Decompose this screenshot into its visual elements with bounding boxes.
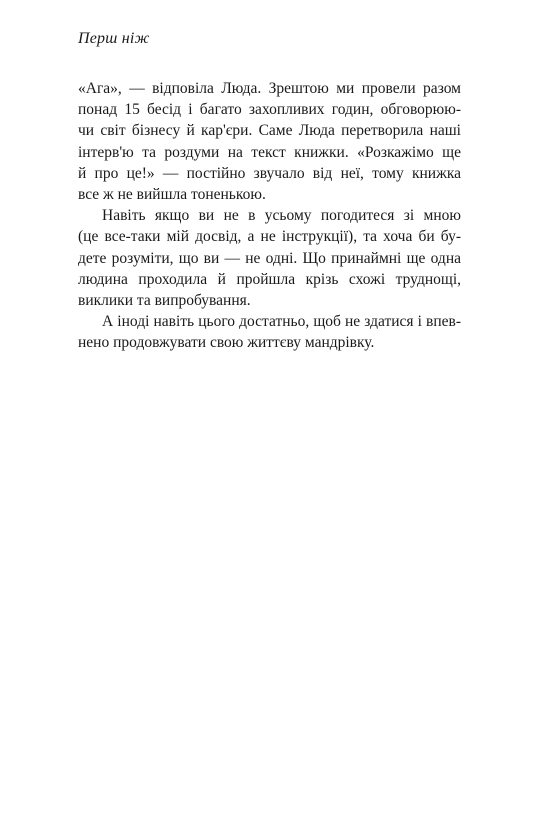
text-line: виклики та випробування. [78, 292, 251, 310]
running-head: Перш ніж [78, 30, 150, 47]
text-line: «Ага», — відповіла Люда. Зрештою ми провели разом [78, 80, 461, 97]
text-line: інтерв'ю та роздуми на текст книжки. «Розкажімо ще [78, 143, 461, 161]
paragraph [78, 78, 461, 205]
text-line: людина проходила й пройшла крізь схожі труднощі, [78, 270, 461, 288]
page-body [78, 78, 461, 354]
text-line: й про це!» — постійно звучало від неї, тому книжка [78, 164, 461, 182]
text-line: (це все-таки мій досвід, а не інструкції), та хоча би бу- [78, 228, 461, 246]
text-line: понад 15 бесід і багато захопливих годин, обговорюю- [78, 101, 461, 119]
paragraph [78, 205, 461, 311]
text-line: А іноді навіть цього достатньо, щоб не здатися і впев- [102, 313, 461, 331]
text-line: Навіть якщо ви не в усьому погодитеся зі мною [102, 207, 461, 225]
text-line: дете розуміти, що ви — не одні. Що принаймні ще одна [78, 249, 461, 267]
text-line: чи світ бізнесу й кар'єри. Саме Люда перетворила наші [78, 122, 461, 140]
paragraph [78, 311, 461, 353]
text-line: нено продовжувати свою життєву мандрівку. [78, 334, 375, 352]
text-line: все ж не вийшла тоненькою. [78, 186, 266, 204]
